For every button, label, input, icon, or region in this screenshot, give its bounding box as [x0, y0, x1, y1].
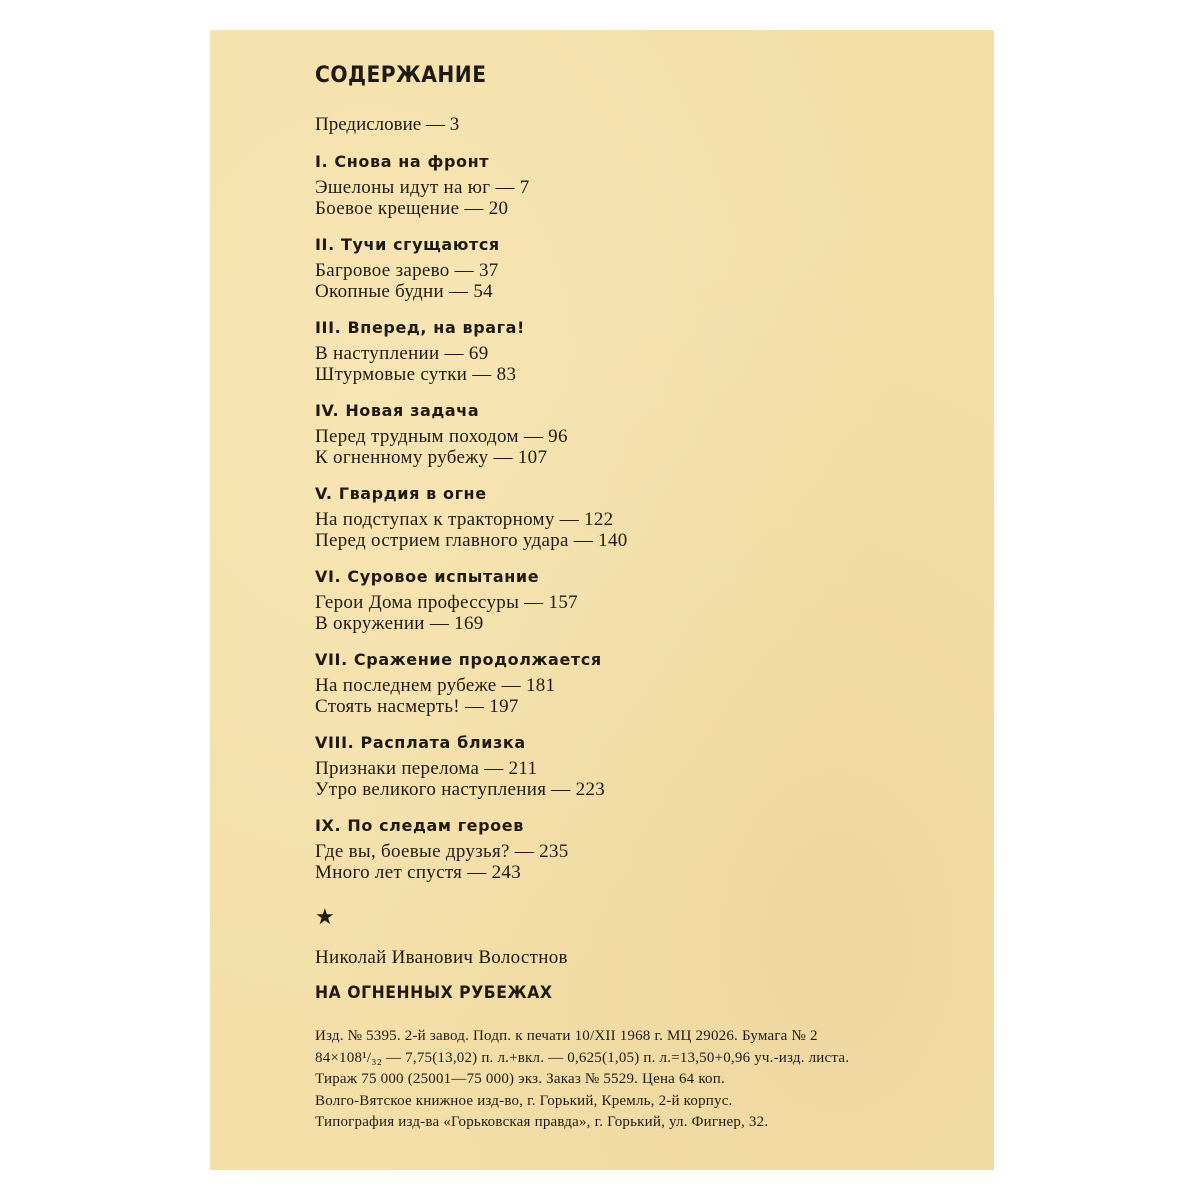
- chapter-list: [315, 178, 985, 219]
- toc-part: [315, 400, 985, 468]
- imprint-line: 84×108¹/₃₂ — 7,75(13,02) п. л.+вкл. — 0,625(1,05) п. л.=13,50+0,96 уч.-изд. листа.: [315, 1049, 850, 1066]
- chapter-list: [315, 510, 985, 551]
- chapter-entry: Признаки перелома — 211: [315, 758, 538, 779]
- chapter-entry: Багровое зарево — 37: [315, 260, 499, 281]
- toc-part: [315, 732, 985, 800]
- part-title: II. Тучи сгущаются: [315, 235, 500, 254]
- part-title: VII. Сражение продолжается: [315, 650, 602, 669]
- star-ornament-icon: ★: [315, 905, 335, 930]
- imprint-line: Изд. № 5395. 2-й завод. Подп. к печати 10/XII 1968 г. МЦ 29026. Бумага № 2: [315, 1028, 818, 1044]
- chapter-entry: Штурмовые сутки — 83: [315, 363, 517, 385]
- toc-part: [315, 234, 985, 302]
- chapter-entry: Где вы, боевые друзья? — 235: [315, 841, 569, 862]
- part-title: V. Гвардия в огне: [315, 484, 487, 503]
- chapter-list: [315, 759, 985, 800]
- toc-part: [315, 566, 985, 634]
- chapter-entry: Перед трудным походом — 96: [315, 426, 568, 447]
- chapter-entry: К огненному рубежу — 107: [315, 446, 548, 468]
- imprint-line: Тираж 75 000 (25001—75 000) экз. Заказ № 5529. Цена 64 коп.: [315, 1071, 725, 1087]
- chapter-entry: Стоять насмерть! — 197: [315, 695, 519, 717]
- toc-part: [315, 649, 985, 717]
- book-title: НА ОГНЕННЫХ РУБЕЖАХ: [315, 983, 553, 1003]
- imprint-block: [315, 1026, 985, 1134]
- chapter-entry: В наступлении — 69: [315, 343, 489, 364]
- chapter-list: [315, 344, 985, 385]
- part-title: IX. По следам героев: [315, 816, 524, 835]
- book-page: [210, 30, 994, 1170]
- imprint-line: Волго-Вятское книжное изд-во, г. Горький, Кремль, 2-й корпус.: [315, 1092, 733, 1109]
- chapter-entry: Герои Дома профессуры — 157: [315, 592, 578, 613]
- imprint-line: Типография изд-ва «Горьковская правда», г. Горький, ул. Фигнер, 32.: [315, 1114, 769, 1130]
- chapter-entry: Много лет спустя — 243: [315, 861, 522, 883]
- page-content: [315, 62, 985, 1134]
- part-title: VIII. Расплата близка: [315, 733, 526, 752]
- chapter-list: [315, 427, 985, 468]
- part-title: III. Вперед, на врага!: [315, 318, 525, 337]
- author-name: Николай Иванович Волостнов: [315, 947, 568, 968]
- chapter-entry: Эшелоны идут на юг — 7: [315, 177, 530, 198]
- chapter-entry: Окопные будни — 54: [315, 280, 493, 302]
- part-title: IV. Новая задача: [315, 401, 480, 420]
- part-title: I. Снова на фронт: [315, 152, 490, 171]
- toc-parts: [315, 151, 985, 883]
- toc-part: [315, 815, 985, 883]
- toc-preface: Предисловие — 3: [315, 114, 460, 135]
- chapter-entry: На подступах к тракторному — 122: [315, 509, 614, 530]
- toc-part: [315, 483, 985, 551]
- chapter-entry: Перед острием главного удара — 140: [315, 529, 628, 551]
- chapter-list: [315, 842, 985, 883]
- toc-title: СОДЕРЖАНИЕ: [315, 63, 487, 88]
- chapter-entry: На последнем рубеже — 181: [315, 675, 556, 696]
- chapter-entry: Утро великого наступления — 223: [315, 778, 606, 800]
- chapter-list: [315, 676, 985, 717]
- chapter-entry: В окружении — 169: [315, 612, 484, 634]
- toc-part: [315, 317, 985, 385]
- part-title: VI. Суровое испытание: [315, 567, 540, 586]
- chapter-list: [315, 261, 985, 302]
- chapter-entry: Боевое крещение — 20: [315, 197, 509, 219]
- toc-part: [315, 151, 985, 219]
- chapter-list: [315, 593, 985, 634]
